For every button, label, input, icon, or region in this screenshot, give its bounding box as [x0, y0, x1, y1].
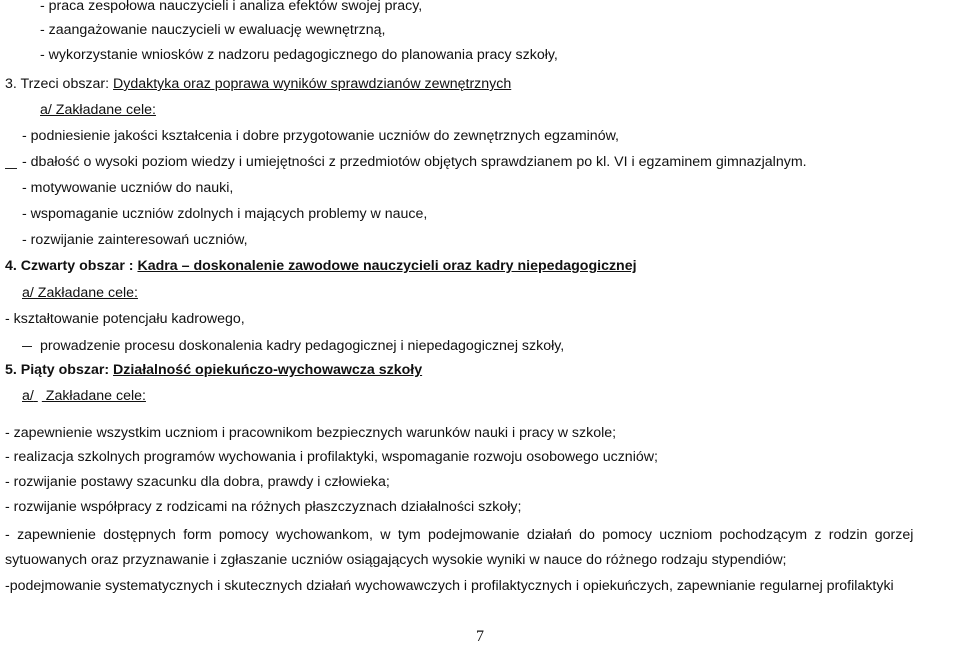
list-item: - praca zespołowa nauczycieli i analiza efektów swojej pracy,: [40, 0, 423, 14]
list-item: prowadzenie procesu doskonalenia kadry pedagogicznej i niepedagogicznej szkoły,: [40, 338, 565, 354]
section-5-heading: [5, 361, 422, 379]
section-4-title: Kadra – doskonalenie zawodowe nauczycieli oraz kadry niepedagogicznej: [137, 258, 637, 274]
section-5-goals-label: [22, 387, 146, 405]
list-item: - wspomaganie uczniów zdolnych i mających problemy w nauce,: [22, 206, 428, 222]
section-4-goals-label: [22, 284, 138, 302]
section-5-title: Działalność opiekuńczo-wychowawcza szkoły: [113, 362, 423, 378]
list-item: - kształtowanie potencjału kadrowego,: [5, 311, 245, 327]
goals-label-gap: [34, 387, 42, 405]
list-item: -podejmowanie systematycznych i skutecznych działań wychowawczych i profilaktycznych i opiekuńczych, zapewnianie regularnej profilaktyki: [5, 578, 894, 594]
goals-label-prefix: a/: [22, 388, 34, 404]
list-item: - dbałość o wysoki poziom wiedzy i umiejętności z przedmiotów objętych sprawdzianem po kl. VI i egzaminem gimnazjalnym.: [22, 154, 807, 170]
list-item-continuation: sytuowanych oraz przyznawanie i zgłaszanie uczniów osiągających wysokie wyniki w nauce do różnego rodzaju stypendiów;: [5, 552, 787, 568]
section-3-number: 3. Trzeci obszar:: [5, 76, 114, 92]
list-item: - realizacja szkolnych programów wychowania i profilaktyki, wspomaganie rozwoju osobowego uczniów;: [5, 449, 658, 465]
list-item: - zapewnienie dostępnych form pomocy wychowankom, w tym podejmowanie działań do pomocy uczniom pochodzącym z rodzin gorzej: [5, 527, 914, 543]
goals-label-text: a/ Zakładane cele:: [22, 285, 138, 301]
dash-bullet-icon: [22, 346, 32, 347]
list-item: - podniesienie jakości kształcenia i dobre przygotowanie uczniów do zewnętrznych egzaminów,: [22, 128, 619, 144]
section-3-goals-label: [40, 101, 156, 119]
list-item: - motywowanie uczniów do nauki,: [22, 180, 234, 196]
list-item: - zaangażowanie nauczycieli w ewaluację wewnętrzną,: [40, 22, 386, 38]
page-number: 7: [476, 628, 484, 645]
goals-label-text: a/ Zakładane cele:: [40, 102, 156, 118]
section-3-title: Dydaktyka oraz poprawa wyników sprawdzianów zewnętrznych: [113, 76, 512, 92]
section-4-number: 4. Czwarty obszar :: [5, 258, 138, 274]
goals-label-text: Zakładane cele:: [41, 388, 146, 404]
list-item: - wykorzystanie wniosków z nadzoru pedagogicznego do planowania pracy szkoły,: [40, 47, 558, 63]
list-item: - rozwijanie współpracy z rodzicami na różnych płaszczyznach działalności szkoły;: [5, 499, 522, 515]
section-4-heading: [5, 257, 637, 275]
list-item: - rozwijanie zainteresowań uczniów,: [22, 232, 248, 248]
section-3-heading: [5, 75, 511, 93]
list-item: - zapewnienie wszystkim uczniom i pracownikom bezpiecznych warunków nauki i pracy w szkole;: [5, 425, 617, 441]
list-item: - rozwijanie postawy szacunku dla dobra, prawdy i człowieka;: [5, 474, 390, 490]
blank-line-marker: [5, 168, 17, 169]
section-5-number: 5. Piąty obszar:: [5, 362, 114, 378]
